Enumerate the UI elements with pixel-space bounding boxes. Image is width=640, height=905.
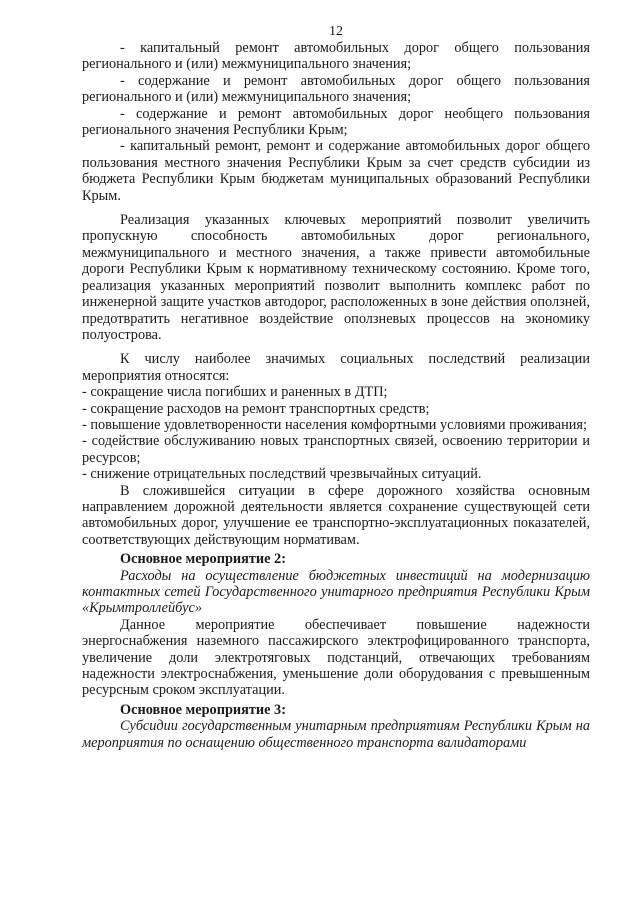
paragraph-road-situation: В сложившейся ситуации в сфере дорожного хозяйства основным направлением дорожной деятельности является сохранение существующей сети автомобильных дорог, улучшение ее транспортно-эксплуатационных показателей, соответствующих действующим нормативам. bbox=[82, 482, 590, 548]
list-item-maintenance-public: - содержание и ремонт автомобильных дорог общего пользования регионального и (или) межмуниципального значения; bbox=[82, 72, 590, 106]
list-item-fatalities: - сокращение числа погибших и раненных в ДТП; bbox=[82, 384, 388, 401]
page-number: 12 bbox=[329, 24, 343, 39]
heading-activity-2: Основное мероприятие 2: bbox=[120, 551, 286, 568]
paragraph-implementation: Реализация указанных ключевых мероприятий позволит увеличить пропускную способность автомобильных дорог регионального, межмуниципального и местного значения, а также привести автомобильные дороги Республики Крым к нормативному техническому состоянию. Кроме того, реализация указанных мероприятий позволит выполнить комплекс работ по инженерной защите участков автодорог, расположенных в зоне действия оползней, предотвратить негативное воздействие оползневых процессов на экономику полуострова. bbox=[82, 212, 590, 343]
list-item-capital-repair: - капитальный ремонт автомобильных дорог общего пользования регионального и (или) межмуниципального значения; bbox=[82, 40, 590, 73]
list-item-emergencies: - снижение отрицательных последствий чрезвычайных ситуаций. bbox=[82, 466, 482, 483]
list-item-maintenance-nonpublic: - содержание и ремонт автомобильных дорог необщего пользования регионального значения Республики Крым; bbox=[82, 105, 590, 139]
document-body bbox=[82, 40, 590, 751]
heading-activity-3: Основное мероприятие 3: bbox=[120, 701, 286, 718]
list-item-new-connections: - содействие обслуживанию новых транспортных связей, освоению территории и ресурсов; bbox=[82, 433, 590, 466]
list-item-repair-costs: - сокращение расходов на ремонт транспортных средств; bbox=[82, 400, 430, 417]
paragraph-activity-2-description: Данное мероприятие обеспечивает повышение надежности энергоснабжения наземного пассажирского электрофицированного транспорта, увеличение доли электротяговых подстанций, отвечающих требованиям надежности электроснабжения, уменьшение доли оборудования с превышенным ресурсным сроком эксплуатации. bbox=[82, 616, 590, 699]
activity-2-title: Расходы на осуществление бюджетных инвестиций на модернизацию контактных сетей Государственного унитарного предприятия Республики Крым «Крымтроллейбус» bbox=[82, 567, 590, 617]
paragraph-social-effects-intro: К числу наиболее значимых социальных последствий реализации мероприятия относятся: bbox=[82, 351, 590, 384]
activity-3-title: Субсидии государственным унитарным предприятиям Республики Крым на мероприятия по оснащению общественного транспорта валидаторами bbox=[82, 718, 590, 751]
list-item-satisfaction: - повышение удовлетворенности населения комфортными условиями проживания; bbox=[82, 416, 587, 433]
list-item-local-roads: - капитальный ремонт, ремонт и содержание автомобильных дорог общего пользования местного значения Республики Крым за счет средств субсидии из бюджета Республики Крым бюджетам муниципальных образований Республики Крым. bbox=[82, 138, 590, 204]
